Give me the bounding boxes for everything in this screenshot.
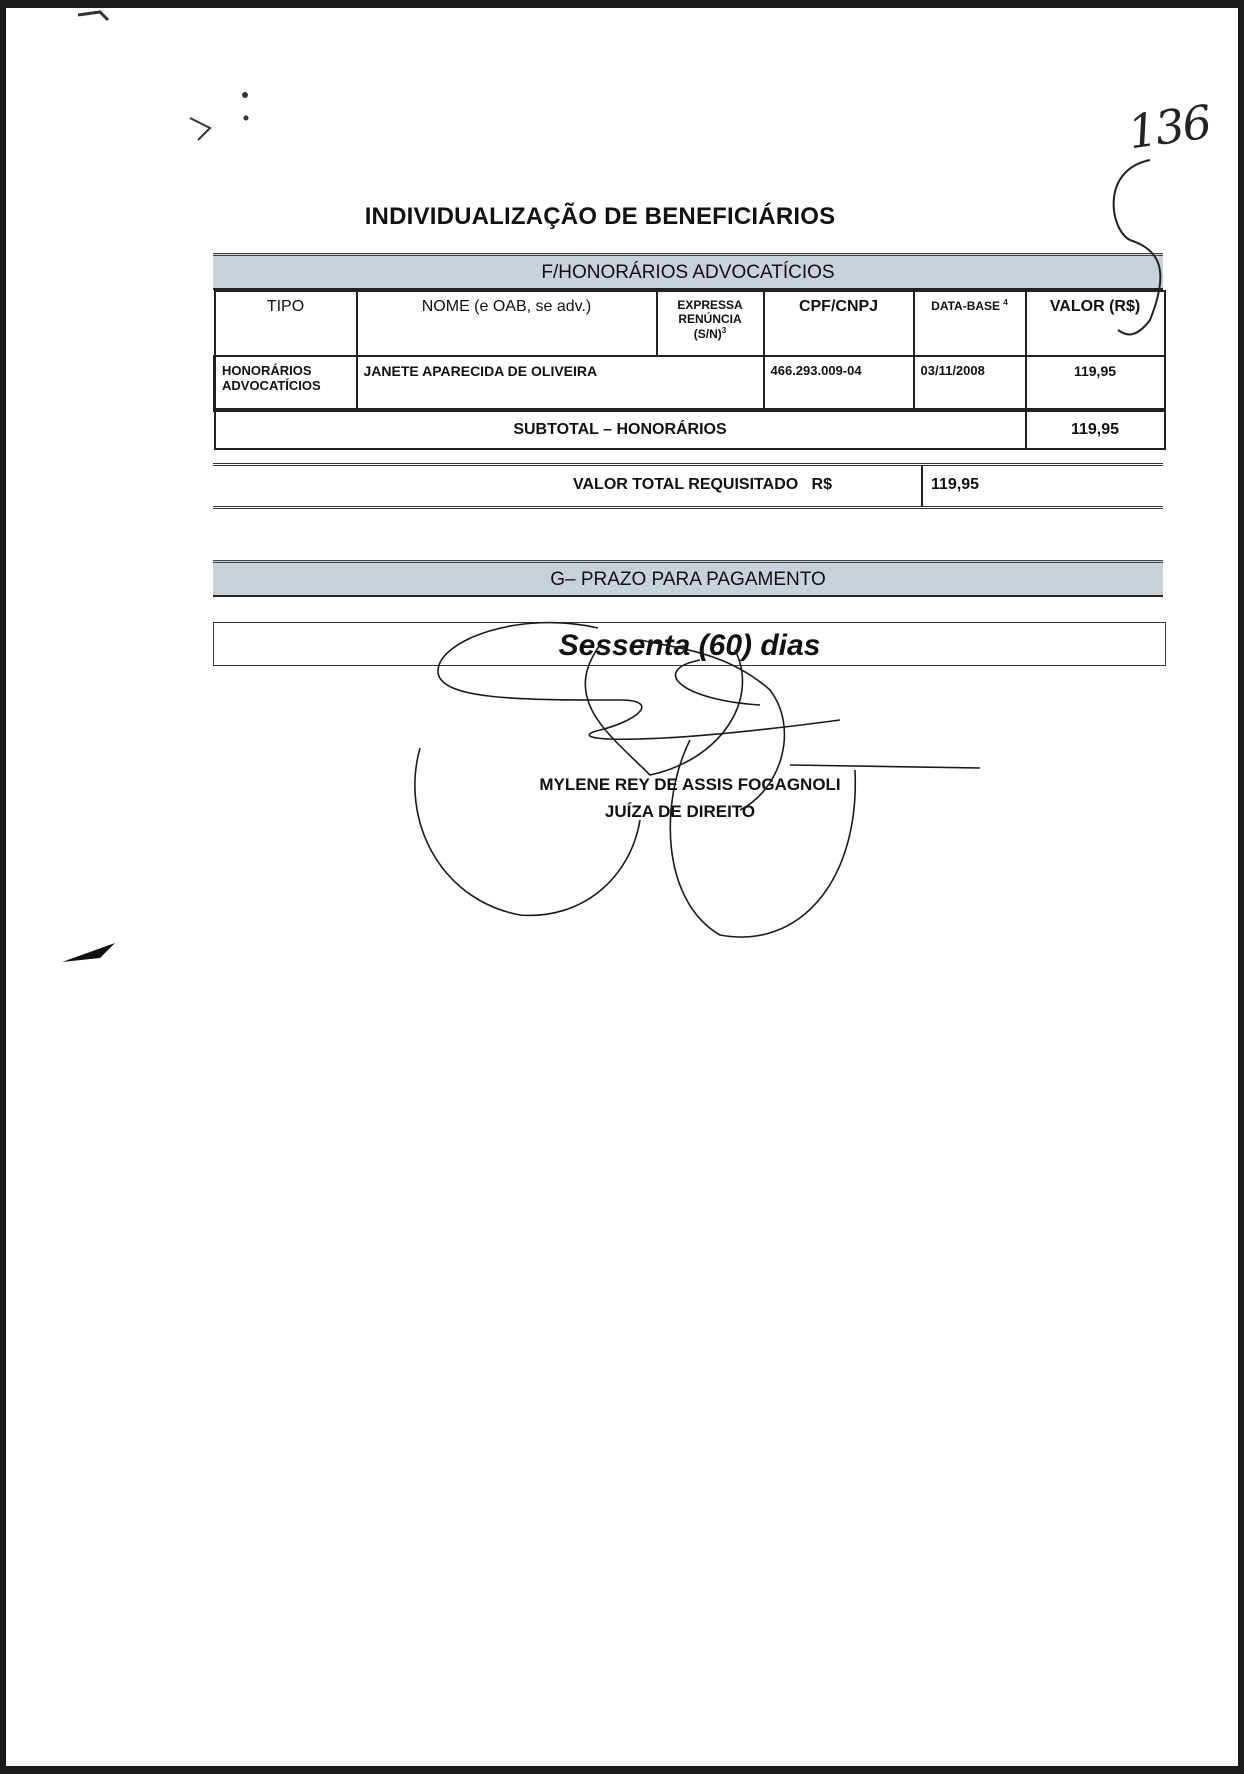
- scan-speck: [190, 118, 210, 140]
- cell-tipo-line2: ADVOCATÍCIOS: [222, 378, 321, 393]
- col-header-renuncia-line1: EXPRESSA: [677, 298, 743, 312]
- cell-nome: JANETE APARECIDA DE OLIVEIRA: [357, 356, 764, 410]
- signer-role: JUÍZA DE DIREITO: [604, 802, 756, 821]
- col-header-renuncia-line2: RENÚNCIA: [678, 312, 742, 326]
- renuncia-sn-label: (S/N): [693, 327, 722, 341]
- cell-tipo-line1: HONORÁRIOS: [222, 363, 312, 378]
- scan-speck: [244, 116, 249, 121]
- scan-speck: [78, 12, 108, 20]
- margin-bracket-mark: [1114, 160, 1161, 334]
- subtotal-label: SUBTOTAL – HONORÁRIOS: [215, 410, 1026, 449]
- section-f-header: F/HONORÁRIOS ADVOCATÍCIOS: [213, 253, 1163, 290]
- scan-speck: [242, 92, 248, 98]
- col-header-cpf: CPF/CNPJ: [764, 291, 914, 356]
- footnote-3: 3: [721, 326, 727, 335]
- cell-valor: 119,95: [1026, 356, 1165, 410]
- cell-data-base: 03/11/2008: [914, 356, 1026, 410]
- section-g-header: G– PRAZO PARA PAGAMENTO: [213, 560, 1163, 597]
- signature-scribble: [415, 623, 980, 937]
- cell-cpf: 466.293.009-04: [764, 356, 914, 410]
- prazo-text: Sessenta (60) dias: [558, 629, 821, 662]
- col-header-nome: NOME (e OAB, se adv.): [357, 291, 657, 356]
- scan-smudge: [62, 943, 115, 962]
- signer-name: MYLENE REY DE ASSIS FOGAGNOLI: [539, 775, 841, 794]
- footnote-4: 4: [1003, 298, 1008, 307]
- col-header-valor: VALOR (R$): [1026, 291, 1165, 356]
- total-label: VALOR TOTAL REQUISITADO R$: [573, 476, 832, 493]
- handwritten-page-number: 136: [1124, 94, 1214, 160]
- total-value: 119,95: [931, 476, 980, 493]
- subtotal-value: 119,95: [1026, 410, 1165, 449]
- data-base-label: DATA-BASE: [931, 299, 1001, 313]
- col-header-tipo: TIPO: [215, 291, 357, 356]
- document-title: INDIVIDUALIZAÇÃO DE BENEFICIÁRIOS: [364, 203, 836, 230]
